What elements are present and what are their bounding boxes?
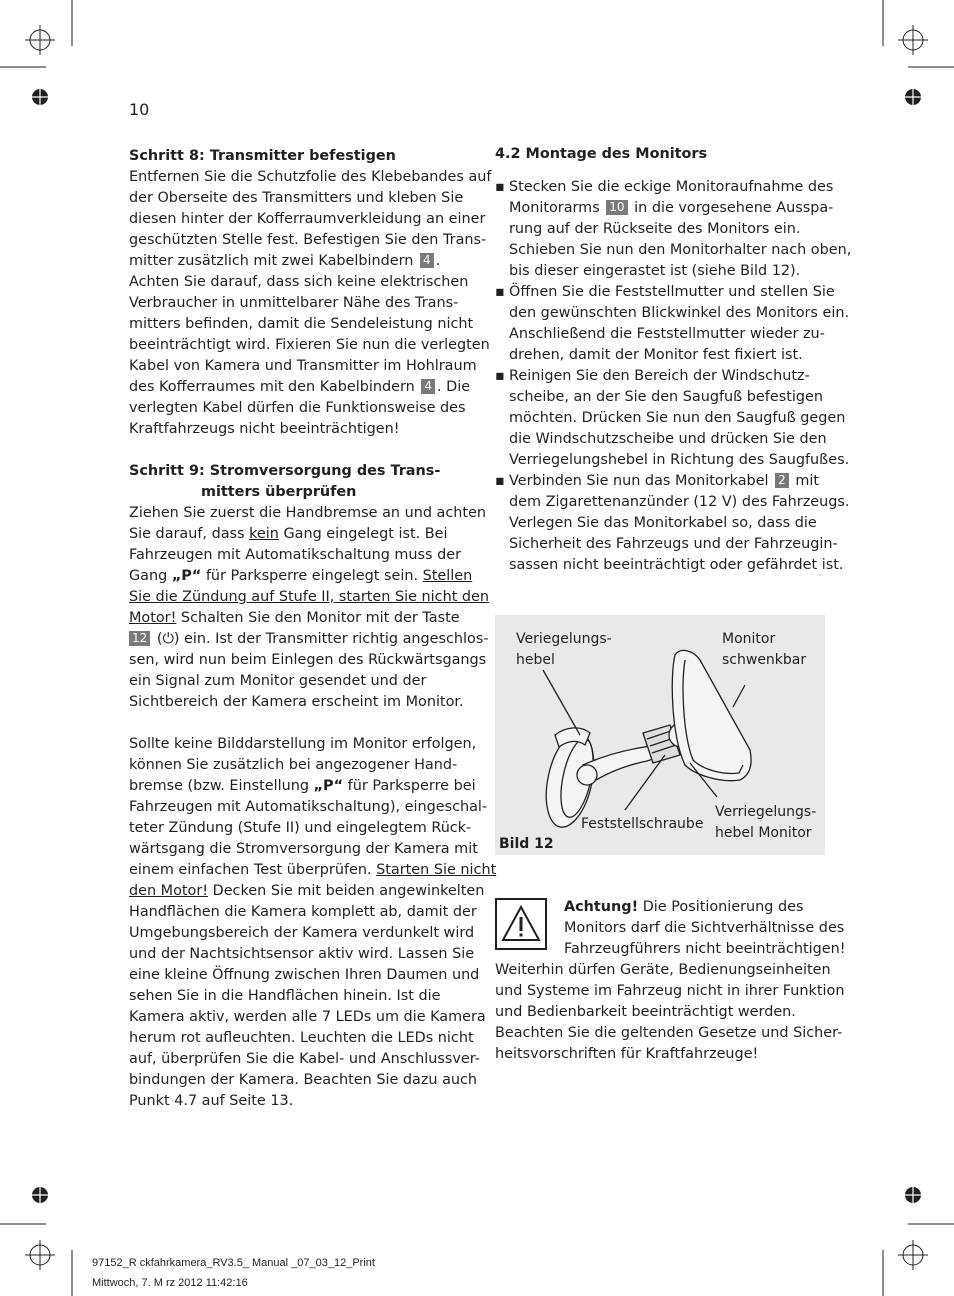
text-line (129, 776, 476, 797)
warning-icon (497, 900, 545, 948)
text-line: Fahrzeugen mit Automatikschaltung muss der (129, 547, 462, 563)
text-line: teter Zündung (Stufe II) und eingelegtem Rück- (129, 820, 472, 836)
bullet-icon: ▪ (495, 284, 505, 300)
list-item (495, 471, 829, 492)
text-line: Punkt 4.7 auf Seite 13. (129, 1093, 294, 1109)
text-line: Kamera aktiv, werden alle 7 LEDs um die Kamera (129, 1009, 486, 1025)
text-line: Verbraucher in unmittelbarer Nähe des Trans- (129, 295, 459, 311)
text-span: mit (790, 473, 819, 489)
text-line: Fahrzeugführers nicht beeinträchtigen! (564, 941, 846, 957)
step9-title-cont: mitters überprüfen (201, 484, 357, 500)
right-column (495, 144, 852, 576)
figure-label-monitor-cont: schwenkbar (722, 652, 807, 668)
text-line: sen, wird nun beim Einlegen des Rückwärtsgangs (129, 652, 487, 668)
text-span: Die Positionierung des (638, 899, 804, 915)
text-line: Monitors darf die Sichtverhältnisse des (564, 920, 845, 936)
text-line: mitters befinden, damit die Sendeleistung nicht (129, 316, 474, 332)
figure-caption: Bild 12 (499, 836, 554, 852)
text-span: Decken Sie mit beiden angewinkelten (208, 883, 485, 899)
text-line: können Sie zusätzlich bei angezogener Hand- (129, 757, 458, 773)
text-line (129, 881, 485, 902)
text-span: Sie darauf, dass (129, 526, 250, 542)
text-span: Schalten Sie den Monitor mit der Taste (176, 610, 460, 626)
text-line (129, 524, 464, 545)
figure-label-lever: Veriegelungs- (516, 631, 612, 647)
figure-label-lock-lever-cont: hebel Monitor (715, 825, 812, 841)
text-span: des Kofferraumes mit den Kabelbindern (129, 379, 415, 395)
text-line: verlegten Kabel dürfen die Funktionsweise des (129, 400, 466, 416)
text-line: diesen hinter der Kofferraumverkleidung an einer (129, 211, 486, 227)
text-line: rung auf der Rückseite des Monitors ein. (509, 221, 801, 237)
text-line: heitsvorschriften für Kraftfahrzeuge! (495, 1046, 759, 1062)
text-line: bindungen der Kamera. Beachten Sie dazu auch (129, 1072, 478, 1088)
figure-label-lever-cont: hebel (516, 652, 555, 668)
text-line: Schieben Sie nun den Monitorhalter nach oben, (509, 242, 852, 258)
text-line (129, 377, 471, 398)
text-span: . (435, 253, 441, 269)
warning-label: Achtung! (564, 899, 639, 915)
text-line (129, 629, 489, 650)
ref-badge: 2 (775, 473, 789, 488)
step8-title: Schritt 8: Transmitter befestigen (129, 148, 396, 164)
text-span: . Die (436, 379, 471, 395)
text-span: Reinigen Sie den Bereich der Windschutz- (509, 368, 810, 384)
text-span: in die vorgesehene Ausspa- (629, 200, 834, 216)
text-line: scheibe, an der Sie den Saugfuß befestigen (509, 389, 823, 405)
text-line: Anschließend die Feststellmutter wieder zu- (509, 326, 825, 342)
text-line: der Oberseite des Transmitters und kleben Sie (129, 190, 464, 206)
text-line: Beachten Sie die geltenden Gesetze und Sicher- (495, 1025, 843, 1041)
ref-badge: 4 (420, 253, 434, 268)
text-line: Umgebungsbereich der Kamera verdunkelt wird (129, 925, 475, 941)
text-line: bis dieser eingerastet ist (siehe Bild 12). (509, 263, 801, 279)
text-line: Verlegen Sie das Monitorkabel so, dass die (509, 515, 817, 531)
list-item (495, 177, 834, 198)
text-line: Kraftfahrzeugs nicht beeinträchtigen! (129, 421, 400, 437)
bold-text: „P“ (171, 568, 202, 584)
text-line: Sicherheit des Fahrzeugs und der Fahrzeugin- (509, 536, 838, 552)
warning-text-body (495, 960, 845, 1065)
text-span: Stecken Sie die eckige Monitoraufnahme des (509, 179, 834, 195)
ref-badge: 4 (421, 379, 435, 394)
text-span: Öffnen Sie die Feststellmutter und stellen Sie (509, 284, 835, 300)
text-line (129, 251, 464, 272)
text-span: Gang (129, 568, 172, 584)
text-line: wärtsgang die Stromversorgung der Kamera mit (129, 841, 478, 857)
figure-label-lock-lever: Verriegelungs- (715, 804, 817, 820)
bullet-icon: ▪ (495, 179, 505, 195)
underlined-text: Stellen (422, 568, 473, 584)
step9-title: Schritt 9: Stromversorgung des Trans- (129, 463, 441, 479)
page-number: 10 (129, 100, 150, 119)
text-line: herum rot aufleuchten. Leuchten die LEDs nicht (129, 1030, 474, 1046)
left-column (129, 146, 497, 1112)
text-line (129, 608, 464, 629)
list-item (495, 366, 829, 387)
text-line: Entfernen Sie die Schutzfolie des Klebebandes auf (129, 169, 492, 185)
text-line: eine kleine Öffnung zwischen Ihren Daumen und (129, 967, 480, 983)
text-line: die Windschutzscheibe und drücken Sie den (509, 431, 827, 447)
text-span: einem einfachen Test überprüfen. (129, 862, 377, 878)
figure-monitor-mount (495, 615, 825, 855)
warning-box (495, 898, 547, 950)
text-span: Gang eingelegt ist. Bei (278, 526, 448, 542)
text-line: und Bedienbarkeit beeinträchtigt werden. (495, 1004, 796, 1020)
text-line (495, 198, 834, 219)
text-line: ein Signal zum Monitor gesendet und der (129, 673, 427, 689)
text-line: drehen, damit der Monitor fest fixiert ist. (509, 347, 803, 363)
text-line: Fahrzeugen mit Automatikschaltung), eingeschal- (129, 799, 488, 815)
bullet-icon: ▪ (495, 473, 505, 489)
text-line: und der Nachtsichtsensor aktiv wird. Lassen Sie (129, 946, 475, 962)
text-line: Verriegelungshebel in Richtung des Saugfußes. (509, 452, 850, 468)
text-line: den gewünschten Blickwinkel des Monitors ein. (509, 305, 850, 321)
text-line (129, 566, 473, 587)
text-line: geschützten Stelle fest. Befestigen Sie den Trans- (129, 232, 487, 248)
bullet-icon: ▪ (495, 368, 505, 384)
text-line: Handflächen die Kamera komplett ab, damit der (129, 904, 477, 920)
text-line: Weiterhin dürfen Geräte, Bedienungseinheiten (495, 962, 831, 978)
underlined-text: Starten Sie nicht (376, 862, 497, 878)
text-span: Monitorarms (509, 200, 605, 216)
text-line: sassen nicht beeinträchtigt oder gefährdet ist. (509, 557, 844, 573)
text-line: beeinträchtigt wird. Fixieren Sie nun die verlegten (129, 337, 490, 353)
text-span: bremse (bzw. Einstellung (129, 778, 314, 794)
underlined-text: den Motor! (129, 883, 209, 899)
text-line: möchten. Drücken Sie nun den Saugfuß gegen (509, 410, 846, 426)
text-span: für Parksperre eingelegt sein. (201, 568, 423, 584)
text-line: Sichtbereich der Kamera erscheint im Monitor. (129, 694, 464, 710)
list-item (495, 282, 835, 303)
text-line (129, 860, 497, 881)
underlined-text: kein (249, 526, 279, 542)
underlined-line: Sie die Zündung auf Stufe II, starten Sie nicht den (129, 589, 490, 605)
text-span: Verbinden Sie nun das Monitorkabel (509, 473, 774, 489)
print-info-file: 97152_R ckfahrkamera_RV3.5_ Manual _07_03_12_Print (92, 1257, 375, 1269)
ref-badge: 10 (606, 200, 627, 215)
figure-label-screw: Feststellschraube (581, 816, 704, 832)
text-line: und Systeme im Fahrzeug nicht in ihrer Funktion (495, 983, 845, 999)
warning-text-top (564, 897, 846, 960)
text-span: für Parksperre bei (343, 778, 476, 794)
text-line: Kabel von Kamera und Transmitter im Hohlraum (129, 358, 477, 374)
text-line: auf, überprüfen Sie die Kabel- und Anschlussver- (129, 1051, 480, 1067)
text-line: Ziehen Sie zuerst die Handbremse an und achten (129, 505, 487, 521)
text-line: Sollte keine Bilddarstellung im Monitor erfolgen, (129, 736, 477, 752)
text-span: (⏻) ein. Ist der Transmitter richtig angeschlos- (152, 631, 489, 647)
text-span: mitter zusätzlich mit zwei Kabelbindern (129, 253, 414, 269)
bold-text: „P“ (313, 778, 344, 794)
text-line: dem Zigarettenanzünder (12 V) des Fahrzeugs. (509, 494, 850, 510)
ref-badge: 12 (129, 631, 150, 646)
section-heading: 4.2 Montage des Monitors (495, 146, 708, 162)
figure-label-monitor: Monitor (722, 631, 776, 647)
underlined-text: Motor! (129, 610, 177, 626)
print-info-date: Mittwoch, 7. M rz 2012 11:42:16 (92, 1277, 248, 1289)
text-line: Achten Sie darauf, dass sich keine elektrischen (129, 274, 469, 290)
text-line (564, 897, 834, 918)
text-line: sehen Sie in die Handflächen hinein. Ist die (129, 988, 441, 1004)
